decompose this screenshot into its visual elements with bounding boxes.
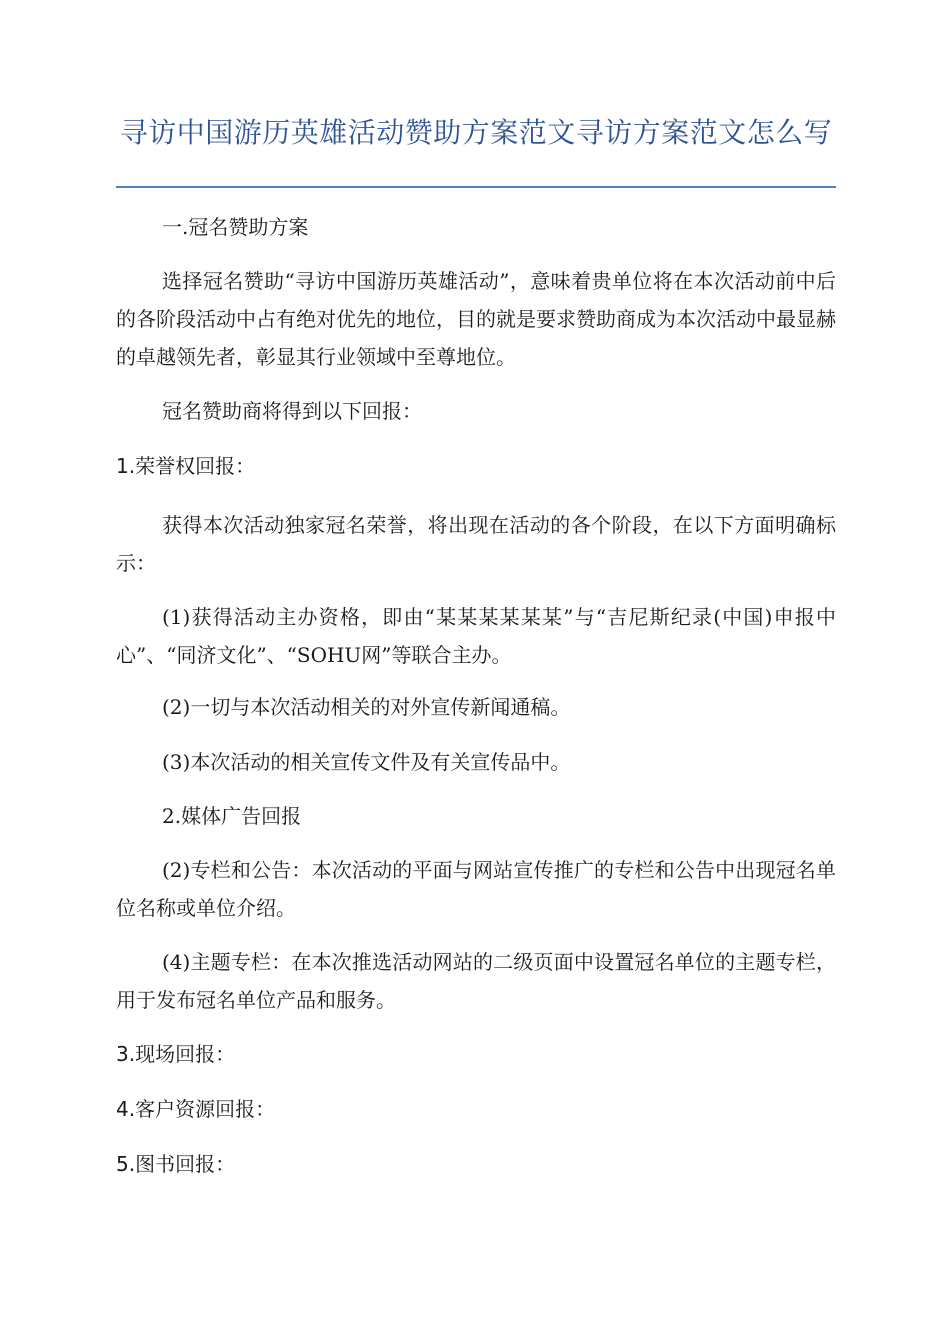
paragraph-sponsorship-intro: 选择冠名赞助“寻访中国游历英雄活动”，意味着贵单位将在本次活动前中后的各阶段活动中占有绝对优先的地位，目的就是要求赞助商成为本次活动中最显赫的卓越领先者，彰显其行业领域中至尊地位。 <box>116 269 836 369</box>
heading-onsite-returns: 3.现场回报： <box>116 1042 236 1066</box>
list-item-organizer: (1)获得活动主办资格，即由“某某某某某某”与“吉尼斯纪录(中国)申报中心”、“同济文化”、“SOHU网”等联合主办。 <box>116 605 836 667</box>
list-item-press-release: (2)一切与本次活动相关的对外宣传新闻通稿。 <box>162 695 571 719</box>
list-item-promo-materials: (3)本次活动的相关宣传文件及有关宣传品中。 <box>162 750 571 774</box>
heading-media-returns: 2.媒体广告回报 <box>162 804 302 828</box>
list-item-columns-announcements: (2)专栏和公告：本次活动的平面与网站宣传推广的专栏和公告中出现冠名单位名称或单位介绍。 <box>116 858 836 920</box>
section-heading-title-sponsorship: 一.冠名赞助方案 <box>162 215 309 239</box>
heading-honor-returns: 1.荣誉权回报： <box>116 454 256 478</box>
paragraph-returns-lead: 冠名赞助商将得到以下回报： <box>162 399 422 423</box>
paragraph-honor-detail: 获得本次活动独家冠名荣誉，将出现在活动的各个阶段，在以下方面明确标示： <box>116 513 836 575</box>
title-underline <box>116 186 836 188</box>
list-item-theme-column: (4)主题专栏：在本次推选活动网站的二级页面中设置冠名单位的主题专栏，用于发布冠名单位产品和服务。 <box>116 950 836 1012</box>
heading-book-returns: 5.图书回报： <box>116 1152 236 1176</box>
document-title: 寻访中国游历英雄活动赞助方案范文寻访方案范文怎么写 <box>119 116 833 149</box>
heading-client-resource-returns: 4.客户资源回报： <box>116 1097 276 1121</box>
